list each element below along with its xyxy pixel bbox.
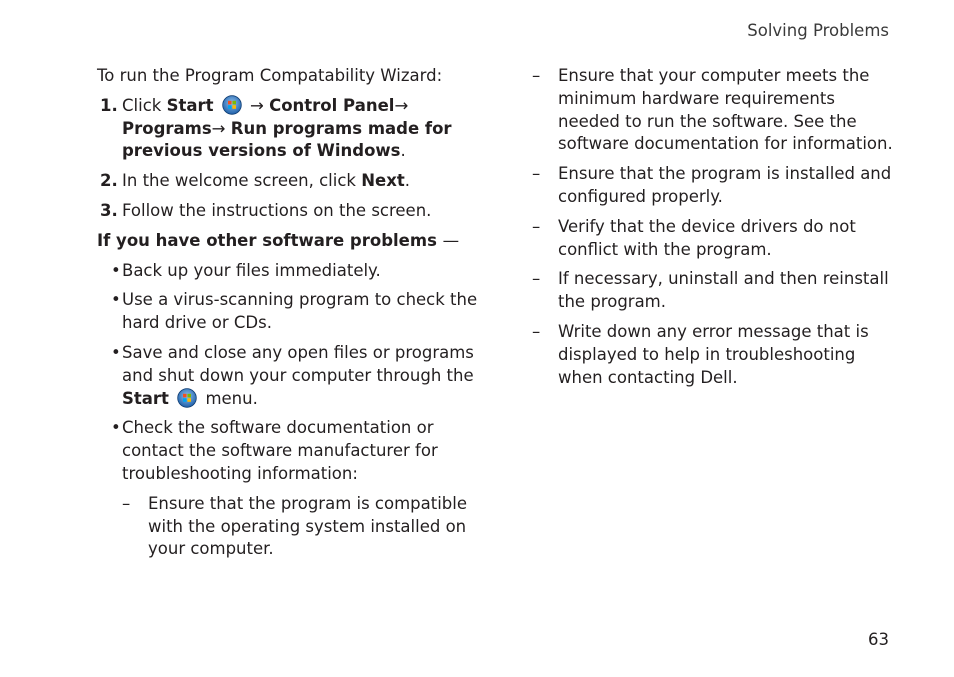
list-item — [97, 289, 492, 335]
start-label: Start — [166, 95, 214, 115]
dash-mark: – — [532, 269, 541, 289]
list-item-text: Write down any error message that is displayed to help in troubleshooting when contacting Dell. — [558, 321, 869, 387]
list-item — [530, 321, 900, 389]
page-number: 63 — [868, 630, 889, 649]
step-3 — [97, 200, 492, 223]
windows-start-orb-icon — [222, 95, 242, 115]
subheading — [97, 230, 492, 253]
step-text: In the welcome screen, click — [122, 171, 356, 191]
step-2 — [97, 170, 492, 193]
list-item — [530, 216, 900, 262]
dash-mark: – — [532, 321, 541, 341]
list-item — [530, 163, 900, 209]
arrow: → — [250, 95, 264, 115]
section-title: Solving Problems — [747, 21, 889, 40]
dash-mark: – — [532, 66, 541, 85]
bullet-mark: • — [111, 418, 121, 438]
list-item-text: Back up your files immediately. — [122, 260, 381, 280]
left-column — [97, 65, 492, 568]
list-item-text: Use a virus-scanning program to check the hard drive or CDs. — [122, 290, 478, 333]
bullet-mark: • — [111, 290, 121, 310]
control-panel-label: Control Panel — [269, 95, 395, 115]
nested-list-item — [122, 493, 492, 561]
list-item-text: Check the software documentation or contact the software manufacturer for troubleshooting information: — [122, 418, 438, 483]
run-programs-label: Run programs made for previous versions of Windows — [122, 118, 452, 161]
step-text: Click — [122, 95, 162, 115]
programs-label: Programs — [122, 118, 212, 138]
period: . — [400, 141, 406, 161]
step-number: 1. — [100, 95, 118, 115]
intro-text: To run the Program Compatability Wizard: — [97, 66, 443, 85]
dash-mark: – — [532, 164, 541, 184]
dash-mark: – — [532, 216, 541, 236]
list-item — [97, 260, 492, 283]
list-item-text: Save and close any open files or programs and shut down your computer through the — [122, 342, 474, 385]
list-item — [97, 417, 492, 485]
list-item-text: If necessary, uninstall and then reinstall the program. — [558, 269, 889, 312]
list-item-text: Ensure that your computer meets the minimum hardware requirements needed to run the software. See the software documentation for information. — [558, 66, 893, 154]
subheading-dash: — — [442, 230, 460, 250]
list-item-text: Verify that the device drivers do not conflict with the program. — [558, 216, 856, 259]
list-item-text: Ensure that the program is compatible with the operating system installed on your computer. — [148, 493, 468, 559]
list-item — [530, 268, 900, 314]
start-label: Start — [122, 388, 169, 408]
next-label: Next — [361, 171, 405, 191]
list-item-text: Ensure that the program is installed and configured properly. — [558, 164, 892, 206]
subheading-text: If you have other software problems — [97, 230, 437, 250]
step-text: Follow the instructions on the screen. — [122, 200, 432, 220]
bullet-mark: • — [111, 342, 121, 362]
step-1 — [97, 95, 492, 163]
period: . — [404, 171, 410, 191]
bullet-mark: • — [111, 260, 121, 280]
step-number: 3. — [100, 200, 118, 220]
list-item — [97, 342, 492, 410]
list-item — [530, 65, 900, 156]
windows-start-orb-icon — [177, 388, 197, 408]
step-number: 2. — [100, 171, 118, 191]
list-item-text: menu. — [205, 388, 258, 408]
right-column — [530, 65, 900, 396]
arrow: → — [211, 118, 226, 138]
dash-mark: – — [122, 493, 131, 513]
arrow: → — [394, 95, 409, 115]
